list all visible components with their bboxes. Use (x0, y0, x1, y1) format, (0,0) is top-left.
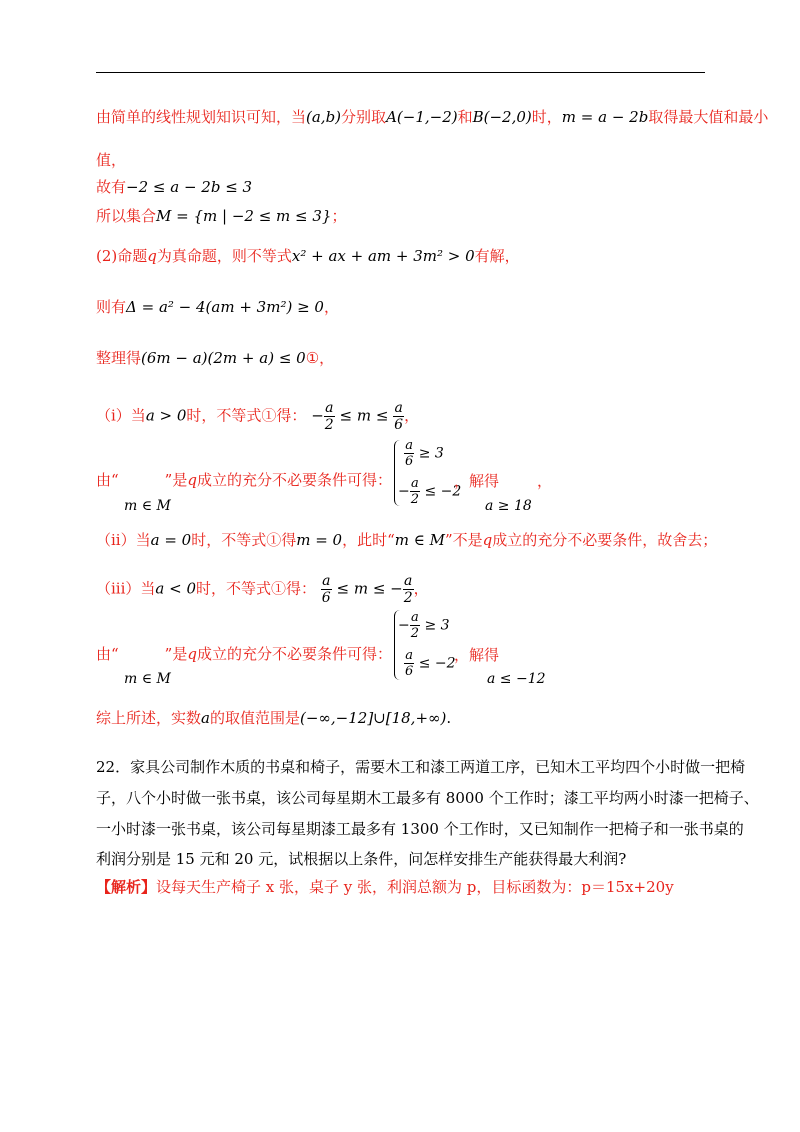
text: 分别取 (341, 108, 387, 126)
solution-line-5 (96, 246, 520, 266)
math-ab: (a,b) (306, 108, 342, 126)
q22-line-4: 利润分别是 15 元和 20 元，试根据以上条件，问怎样安排生产能获得最大利润? (96, 850, 627, 868)
math-range: ≤ m ≤ (339, 406, 389, 425)
math-a-negative: a < 0 (155, 579, 196, 598)
math-m-def: m = a − 2b (561, 108, 649, 126)
math-set-m: M = {m | −2 ≤ m ≤ 3} (156, 207, 332, 225)
text: 则有 (96, 298, 127, 316)
text: 有解， (474, 247, 520, 265)
text: ， (413, 579, 429, 598)
solution-line-10 (96, 530, 717, 550)
system-eq-2: $\frac{a}{6}$ ≤ −2 (405, 648, 456, 679)
text: 所以集合 (96, 207, 157, 225)
math-range-result: (−∞,−12]∪[18,+∞) (299, 709, 447, 727)
text: ①， (305, 349, 335, 367)
text: 由“ (96, 471, 119, 489)
header-rule (96, 72, 705, 73)
comma: ， (537, 472, 553, 490)
solution-line-13 (96, 708, 451, 728)
text: （ii）当 (96, 531, 151, 549)
math-point-a: A(−1,−2) (386, 108, 458, 126)
solution-tag: 【解析】 (96, 878, 157, 896)
solution-line-8 (96, 400, 419, 433)
math-factored: (6m − a)(2m + a) ≤ 0 (141, 349, 306, 367)
solution-line-6 (96, 297, 339, 317)
math-m-zero: m = 0 (296, 531, 343, 549)
text: 时，不等式①得 (191, 531, 297, 549)
var-q: q (187, 471, 197, 489)
text: 取得最大值和最小 (648, 108, 769, 126)
answer-a-le-neg12: a ≤ −12 (487, 671, 546, 687)
math-inequality: −2 ≤ a − 2b ≤ 3 (126, 178, 253, 196)
text: ， (323, 298, 339, 316)
system-eq-2: − $\frac{a}{2}$ ≤ −2 (398, 476, 462, 507)
solution-line-7 (96, 348, 334, 368)
text: 综上所述，实数 (96, 709, 202, 727)
text: ； (331, 207, 347, 225)
math-a-positive: a > 0 (145, 406, 187, 425)
system-eq-1: $\frac{a}{6}$ ≥ 3 (405, 438, 444, 469)
solution-line-9 (96, 470, 392, 490)
q22-line-3: 一小时漆一张书桌，该公司每星期漆工最多有 1300 个工作时，又已知制作一把椅子和一张书桌的 (96, 820, 744, 838)
text: ，此时“ (342, 531, 395, 549)
fraction: $\frac{a}{2}$ (324, 400, 334, 433)
solution-line-2 (96, 150, 126, 170)
text: 值， (96, 151, 127, 169)
fraction: $\frac{a}{6}$ (394, 400, 404, 433)
solution-line-11 (96, 573, 429, 606)
q22-line-2: 子，八个小时做一张书桌，该公司每星期木工最多有 8000 个工作时；漆工平均两小时漆一把椅子、 (96, 789, 759, 807)
math-m-in-M: m ∈ M (124, 498, 171, 514)
text: （i）当 (96, 406, 146, 425)
text: ”是 (164, 645, 188, 663)
text: （iii）当 (96, 579, 156, 598)
var-q: q (147, 247, 157, 265)
solution-line-4 (96, 206, 346, 226)
text: 时，不等式①得： (196, 579, 317, 598)
math-minus: − (311, 406, 324, 425)
text: 时， (531, 108, 562, 126)
text: 成立的充分不必要条件，故舍去； (492, 531, 718, 549)
math-point-b: B(−2,0) (472, 108, 532, 126)
var-q: q (482, 531, 493, 549)
math-a: a (201, 709, 210, 727)
math-discriminant: Δ = a² − 4(am + 3m²) ≥ 0 (126, 298, 324, 316)
fraction: $\frac{a}{2}$ (403, 573, 413, 606)
text: . (446, 709, 452, 727)
system-eq-1: − $\frac{a}{2}$ ≥ 3 (398, 610, 450, 641)
math-range: ≤ m ≤ − (336, 579, 403, 598)
solve-text: ，解得 (454, 646, 500, 664)
text: (2)命题 (96, 247, 148, 265)
text: 由简单的线性规划知识可知，当 (96, 108, 307, 126)
text: ”不是 (445, 531, 483, 549)
text: 为真命题，则不等式 (156, 247, 292, 265)
text: 由“ (96, 645, 119, 663)
q22-solution (96, 877, 674, 897)
text: ”是 (164, 471, 188, 489)
math-a-zero: a = 0 (150, 531, 192, 549)
text: ， (404, 406, 420, 425)
q22-line-1: 22．家具公司制作木质的书桌和椅子，需要木工和漆工两道工序，已知木工平均四个小时做一把椅 (96, 758, 746, 776)
solution-line-1 (96, 107, 768, 127)
var-q: q (187, 645, 197, 663)
fraction: $\frac{a}{6}$ (321, 573, 331, 606)
solution-line-12 (96, 644, 392, 664)
text: 故有 (96, 178, 127, 196)
text: 和 (457, 108, 473, 126)
text: 的取值范围是 (209, 709, 300, 727)
text: 成立的充分不必要条件可得： (196, 471, 392, 489)
text: 成立的充分不必要条件可得： (196, 645, 392, 663)
math-m-in-M: m ∈ M (394, 531, 445, 549)
solution-line-3 (96, 177, 252, 197)
math-m-in-M: m ∈ M (124, 671, 171, 687)
text: 整理得 (96, 349, 142, 367)
text: 时，不等式①得： (186, 406, 307, 425)
solve-text: ，解得 (454, 472, 500, 490)
answer-a-ge-18: a ≥ 18 (485, 498, 532, 514)
math-quadratic: x² + ax + am + 3m² > 0 (291, 247, 475, 265)
solution-text: 设每天生产椅子 x 张，桌子 y 张，利润总额为 p，目标函数为：p＝15x+20y (156, 878, 674, 896)
